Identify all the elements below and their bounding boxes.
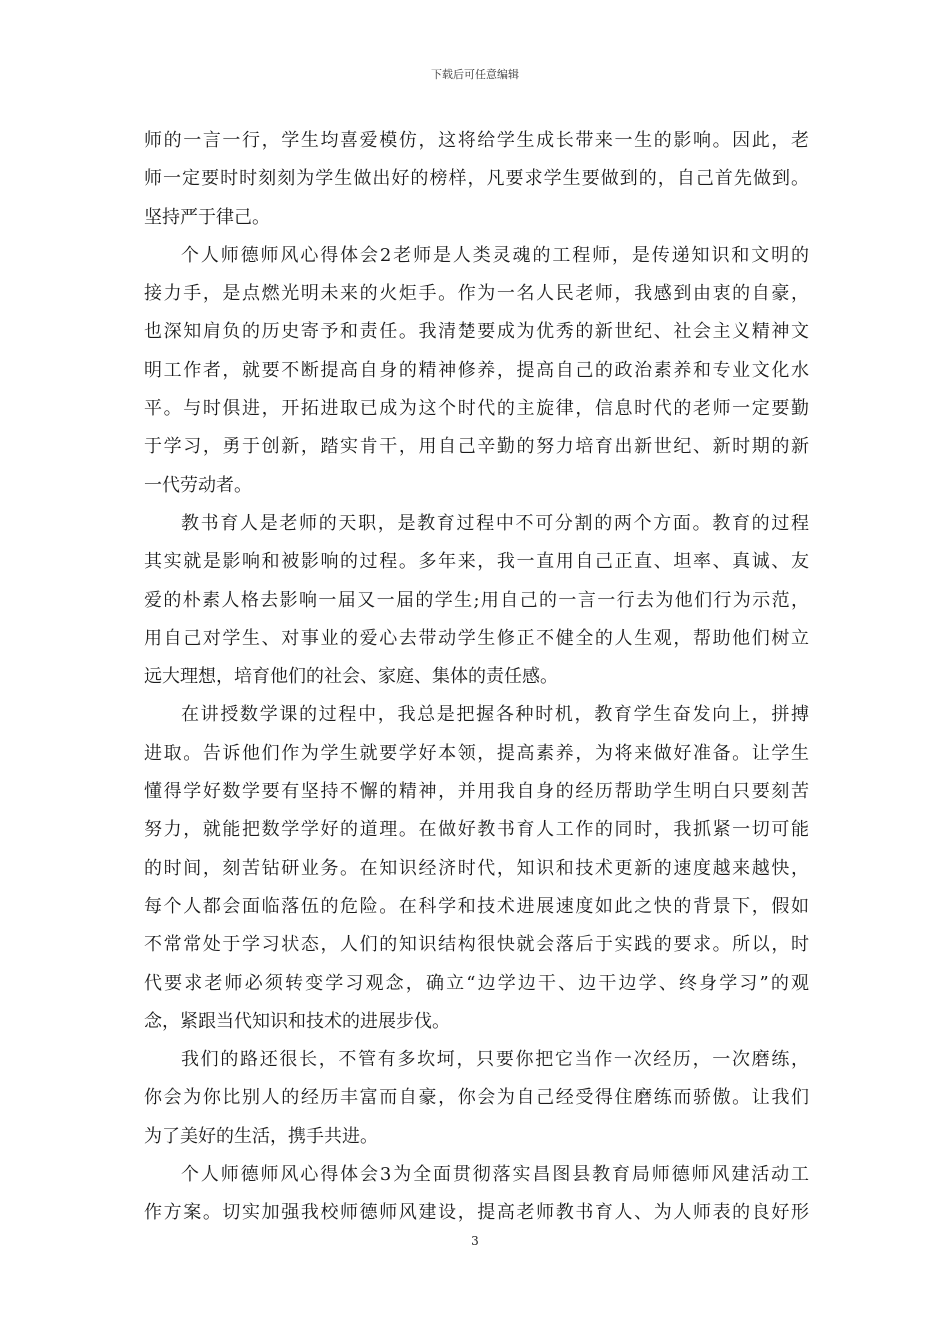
text-line: 每个人都会面临落伍的危险。在科学和技术进展速度如此之快的背景下，假如 (144, 895, 809, 917)
text-line: 努力，就能把数学学好的道理。在做好教书育人工作的同时，我抓紧一切可能 (144, 819, 809, 841)
text-line: 师一定要时时刻刻为学生做出好的榜样，凡要求学生要做到的，自己首先做到。 (144, 168, 809, 190)
text-line: 进取。告诉他们作为学生就要学好本领，提高素养，为将来做好准备。让学生 (144, 742, 809, 764)
text-line: 师的一言一行，学生均喜爱模仿，这将给学生成长带来一生的影响。因此，老 (144, 130, 809, 151)
text-line: 你会为你比别人的经历丰富而自豪，你会为自己经受得住磨练而骄傲。让我们 (144, 1087, 809, 1109)
page-number: 3 (471, 1234, 479, 1248)
text-line: 用自己对学生、对事业的爱心去带动学生修正不健全的人生观，帮助他们树立 (144, 627, 809, 649)
text-line: 其实就是影响和被影响的过程。多年来，我一直用自己正直、坦率、真诚、友 (144, 551, 809, 573)
text-line: 接力手，是点燃光明未来的火炬手。作为一名人民老师，我感到由衷的自豪， (144, 283, 809, 305)
text-line: 坚持严于律己。 (144, 206, 270, 228)
text-line: 爱的朴素人格去影响一届又一届的学生;用自己的一言一行去为他们行为示范， (144, 589, 809, 611)
text-line: 平。与时俱进，开拓进取已成为这个时代的主旋律，信息时代的老师一定要勤 (144, 398, 809, 420)
text-line: 一代劳动者。 (144, 474, 252, 496)
text-line: 念，紧跟当代知识和技术的进展步伐。 (144, 1010, 450, 1032)
text-line: 个人师德师风心得体会2老师是人类灵魂的工程师，是传递知识和文明的 (181, 244, 809, 266)
text-line: 远大理想，培育他们的社会、家庭、集体的责任感。 (144, 666, 558, 688)
page-header: 下载后可任意编辑 (431, 68, 519, 81)
text-line: 为了美好的生活，携手共进。 (144, 1125, 378, 1147)
text-line: 个人师德师风心得体会3为全面贯彻落实昌图县教育局师德师风建活动工 (181, 1164, 809, 1186)
text-line: 作方案。切实加强我校师德师风建设，提高老师教书育人、为人师表的良好形 (144, 1202, 809, 1224)
text-line: 在讲授数学课的过程中，我总是把握各种时机，教育学生奋发向上，拼搏 (181, 704, 809, 726)
text-line: 明工作者，就要不断提高自身的精神修养，提高自己的政治素养和专业文化水 (144, 359, 809, 381)
text-line: 的时间，刻苦钻研业务。在知识经济时代，知识和技术更新的速度越来越快， (144, 857, 809, 879)
body-text (144, 122, 809, 1233)
text-line: 懂得学好数学要有坚持不懈的精神，并用我自身的经历帮助学生明白只要刻苦 (144, 781, 809, 803)
text-line: 代要求老师必须转变学习观念，确立“边学边干、边干边学、终身学习”的观 (144, 972, 809, 994)
text-line: 于学习，勇于创新，踏实肯干，用自己辛勤的努力培育出新世纪、新时期的新 (144, 436, 809, 458)
text-line: 我们的路还很长，不管有多坎坷，只要你把它当作一次经历，一次磨练， (181, 1049, 809, 1071)
text-line: 教书育人是老师的天职，是教育过程中不可分割的两个方面。教育的过程 (181, 512, 809, 534)
text-line: 也深知肩负的历史寄予和责任。我清楚要成为优秀的新世纪、社会主义精神文 (144, 321, 809, 343)
text-line: 不常常处于学习状态，人们的知识结构很快就会落后于实践的要求。所以，时 (144, 934, 809, 956)
